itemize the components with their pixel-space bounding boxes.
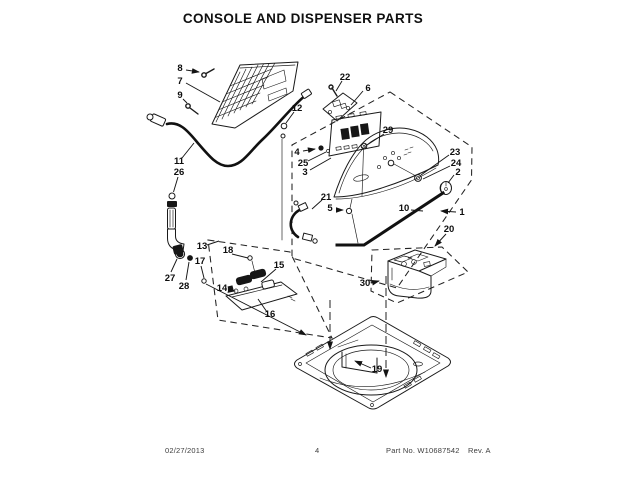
svg-text:23: 23: [449, 147, 461, 158]
callout-18: [223, 245, 248, 258]
footer-part-no-text: Part No. W10687542: [386, 446, 460, 455]
svg-text:12: 12: [291, 103, 303, 114]
callout-6: [351, 83, 371, 105]
page-title: CONSOLE AND DISPENSER PARTS: [182, 11, 424, 26]
screw-18: [248, 256, 255, 273]
svg-text:2: 2: [455, 167, 461, 178]
callout-27: [165, 259, 177, 284]
svg-text:8: 8: [177, 63, 183, 74]
svg-text:18: 18: [222, 245, 234, 256]
dispenser-drawing: [388, 250, 446, 298]
screw-9: [186, 104, 198, 114]
svg-text:25: 25: [297, 158, 309, 169]
footer-revision-text: Rev. A: [467, 446, 491, 455]
callout-1: [441, 207, 465, 218]
callout-28: [179, 262, 190, 292]
console-housing-drawing: [291, 128, 452, 245]
svg-text:17: 17: [194, 256, 206, 267]
callout-20: [435, 224, 454, 246]
svg-text:5: 5: [327, 203, 333, 214]
callout-4: [294, 147, 315, 158]
callouts-layer: [165, 63, 466, 375]
svg-text:30: 30: [359, 278, 371, 289]
svg-text:11: 11: [173, 156, 185, 167]
screw-12: [281, 123, 287, 240]
ui-board-drawing: [318, 112, 381, 196]
svg-text:4: 4: [294, 147, 300, 158]
svg-text:28: 28: [178, 281, 190, 292]
callout-16: [258, 299, 275, 320]
callout-30: [360, 278, 379, 289]
top-panel-drawing: [295, 317, 451, 410]
svg-text:22: 22: [339, 72, 351, 83]
screw-4: [318, 145, 323, 150]
console-rear-panel-drawing: [186, 61, 298, 128]
callout-22: [336, 72, 350, 91]
svg-text:7: 7: [177, 76, 183, 87]
screw-29: [361, 143, 367, 196]
callout-26: [174, 167, 185, 192]
svg-text:13: 13: [196, 241, 208, 252]
svg-text:10: 10: [398, 203, 410, 214]
footer-page-number: 4: [315, 446, 320, 455]
svg-text:1: 1: [459, 207, 465, 218]
callout-8: [177, 63, 199, 74]
callout-11: [174, 143, 194, 167]
svg-text:27: 27: [164, 273, 176, 284]
svg-text:29: 29: [382, 125, 394, 136]
svg-text:20: 20: [443, 224, 455, 235]
svg-text:9: 9: [177, 90, 183, 101]
svg-text:3: 3: [302, 167, 308, 178]
callout-25: [298, 152, 326, 169]
callout-13: [197, 241, 219, 252]
footer-date: 02/27/2013: [165, 446, 205, 455]
callout-7: [177, 76, 220, 102]
callout-5: [327, 203, 343, 214]
callout-2: [448, 167, 461, 183]
svg-text:16: 16: [264, 309, 276, 320]
svg-text:19: 19: [371, 364, 383, 375]
callout-17: [195, 256, 206, 278]
footer-part-number: [386, 446, 491, 455]
callout-9: [177, 90, 187, 103]
screw-5: [346, 199, 358, 243]
svg-text:24: 24: [450, 158, 462, 169]
svg-text:21: 21: [320, 192, 332, 203]
callout-19: [355, 361, 382, 375]
svg-text:26: 26: [173, 167, 185, 178]
svg-text:14: 14: [216, 283, 228, 294]
svg-text:15: 15: [273, 260, 285, 271]
inlet-hose-drawing: [167, 193, 193, 261]
screw-17: [202, 279, 206, 283]
screw-8: [202, 69, 214, 77]
svg-text:6: 6: [365, 83, 371, 94]
